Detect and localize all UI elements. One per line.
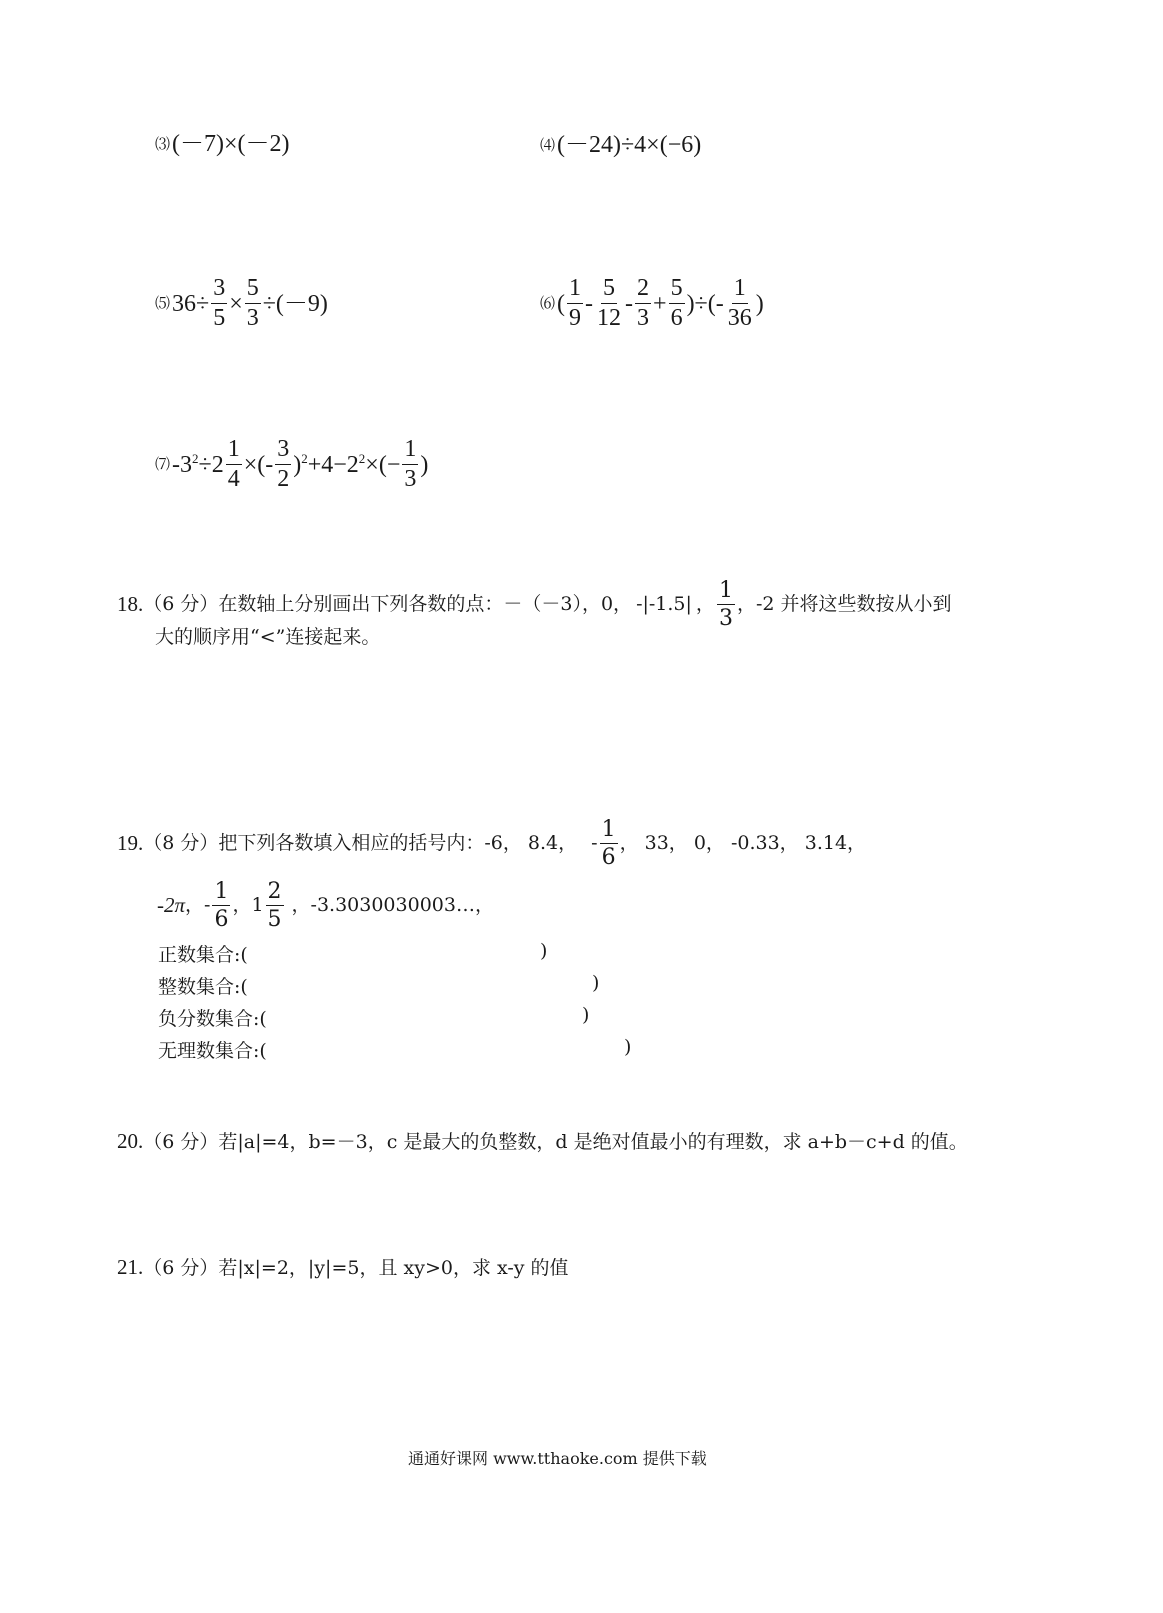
exponent: 2	[192, 451, 199, 467]
item-4-label: ⑷	[540, 135, 556, 154]
fraction: $\frac{1}{36}$	[727, 275, 752, 332]
set-close: )	[592, 972, 600, 994]
comma: ，	[695, 593, 715, 616]
fraction: $\frac{3}{5}$	[213, 275, 226, 332]
item-4	[540, 133, 701, 157]
problem-19-text-1: （8 分）把下列各数填入相应的括号内：-6， 8.4，	[143, 832, 578, 855]
operator: )	[755, 290, 764, 317]
fraction: $\frac{1}{3}$	[404, 436, 417, 493]
item-5-label: ⑸	[155, 294, 171, 313]
separator: ，1	[232, 894, 264, 917]
neg-two-pi: -2π	[157, 892, 186, 917]
operator: )	[293, 451, 302, 478]
fraction: $\frac{1}{4}$	[227, 436, 240, 493]
item-3-label: ⑶	[155, 134, 171, 153]
item-5-mid: ×	[229, 290, 243, 317]
item-5-tail: ÷(－9)	[262, 290, 328, 317]
abs-expression: -|-1.5|	[636, 593, 692, 616]
operator: +	[653, 290, 667, 317]
set-label: 整数集合:(	[158, 976, 248, 998]
operator: +4−2	[307, 451, 359, 478]
item-7-lead: -3	[172, 451, 193, 478]
item-5	[155, 276, 328, 331]
problem-18-text-1: （6 分）在数轴上分别画出下列各数的点：－（－3），0，	[143, 593, 633, 616]
problem-20-text: （6 分）若|a|=4，b=－3，c 是最大的负整数，d 是绝对值最小的有理数，求 a+b－c+d 的值。	[143, 1131, 968, 1153]
operator: )÷(-	[686, 290, 724, 317]
problem-21-text: （6 分）若|x|=2，|y|=5，且 xy>0，求 x-y 的值	[143, 1257, 569, 1279]
set-label: 正数集合:(	[158, 944, 248, 966]
problem-21	[117, 1252, 569, 1284]
operator: ×(−	[365, 451, 401, 478]
operator: ÷2	[198, 451, 224, 478]
page-footer: 通通好课网 www.tthaoke.com 提供下载	[408, 1449, 707, 1468]
set-close: )	[582, 1004, 590, 1026]
problem-number: 20.	[117, 1129, 144, 1153]
set-close: )	[540, 940, 548, 962]
fraction: $\frac{3}{2}$	[277, 436, 290, 493]
fraction: $\frac{5}{6}$	[670, 275, 683, 332]
set-label: 负分数集合:(	[158, 1008, 267, 1030]
item-5-lead: 36÷	[172, 290, 210, 317]
exponent: 2	[301, 451, 308, 467]
set-integer	[158, 972, 600, 999]
neg-sign: -	[591, 832, 598, 855]
problem-number: 19.	[117, 830, 144, 855]
item-7	[155, 437, 428, 492]
item-6-lead: (	[557, 290, 566, 317]
set-irrational	[158, 1036, 632, 1063]
set-positive	[158, 940, 548, 967]
set-label: 无理数集合:(	[158, 1040, 267, 1062]
exponent: 2	[358, 451, 366, 467]
repeating-decimal: ，-3.3030030003…，	[291, 894, 494, 917]
fraction: $\frac{5}{3}$	[246, 275, 259, 332]
problem-18-text-2: ，-2 并将这些数按从小到	[736, 593, 952, 616]
fraction: $\frac{1}{9}$	[569, 275, 582, 332]
operator: -	[585, 290, 594, 317]
item-3	[155, 132, 290, 156]
fraction: $\frac{2}{3}$	[637, 275, 650, 332]
problem-20	[117, 1126, 968, 1158]
item-3-expr: (－7)×(－2)	[172, 131, 290, 157]
fraction: $\frac{1}{6}$	[601, 817, 616, 871]
item-6-label: ⑹	[540, 294, 556, 313]
fraction: $\frac{1}{3}$	[718, 578, 733, 632]
operator: )	[420, 451, 429, 478]
operator: -	[625, 290, 634, 317]
problem-number: 21.	[117, 1255, 144, 1279]
item-7-label: ⑺	[155, 455, 171, 474]
fraction: $\frac{1}{6}$	[214, 879, 229, 933]
item-6	[540, 276, 764, 331]
item-4-expr: (－24)÷4×(−6)	[557, 132, 702, 158]
problem-19-line-2	[157, 880, 494, 931]
problem-18-text-3: 大的顺序用“<”连接起来。	[155, 626, 381, 648]
problem-number: 18.	[117, 591, 144, 616]
fraction: $\frac{2}{5}$	[267, 879, 282, 933]
operator: ×(-	[243, 451, 274, 478]
fraction: $\frac{5}{12}$	[597, 275, 622, 332]
set-negative-fraction	[158, 1004, 590, 1031]
problem-18-line-2	[155, 623, 380, 652]
set-close: )	[624, 1036, 632, 1058]
separator: ，-	[185, 894, 211, 917]
problem-19-line-1	[117, 818, 866, 869]
problem-19-text-2: ， 33， 0， -0.33， 3.14，	[619, 832, 867, 855]
